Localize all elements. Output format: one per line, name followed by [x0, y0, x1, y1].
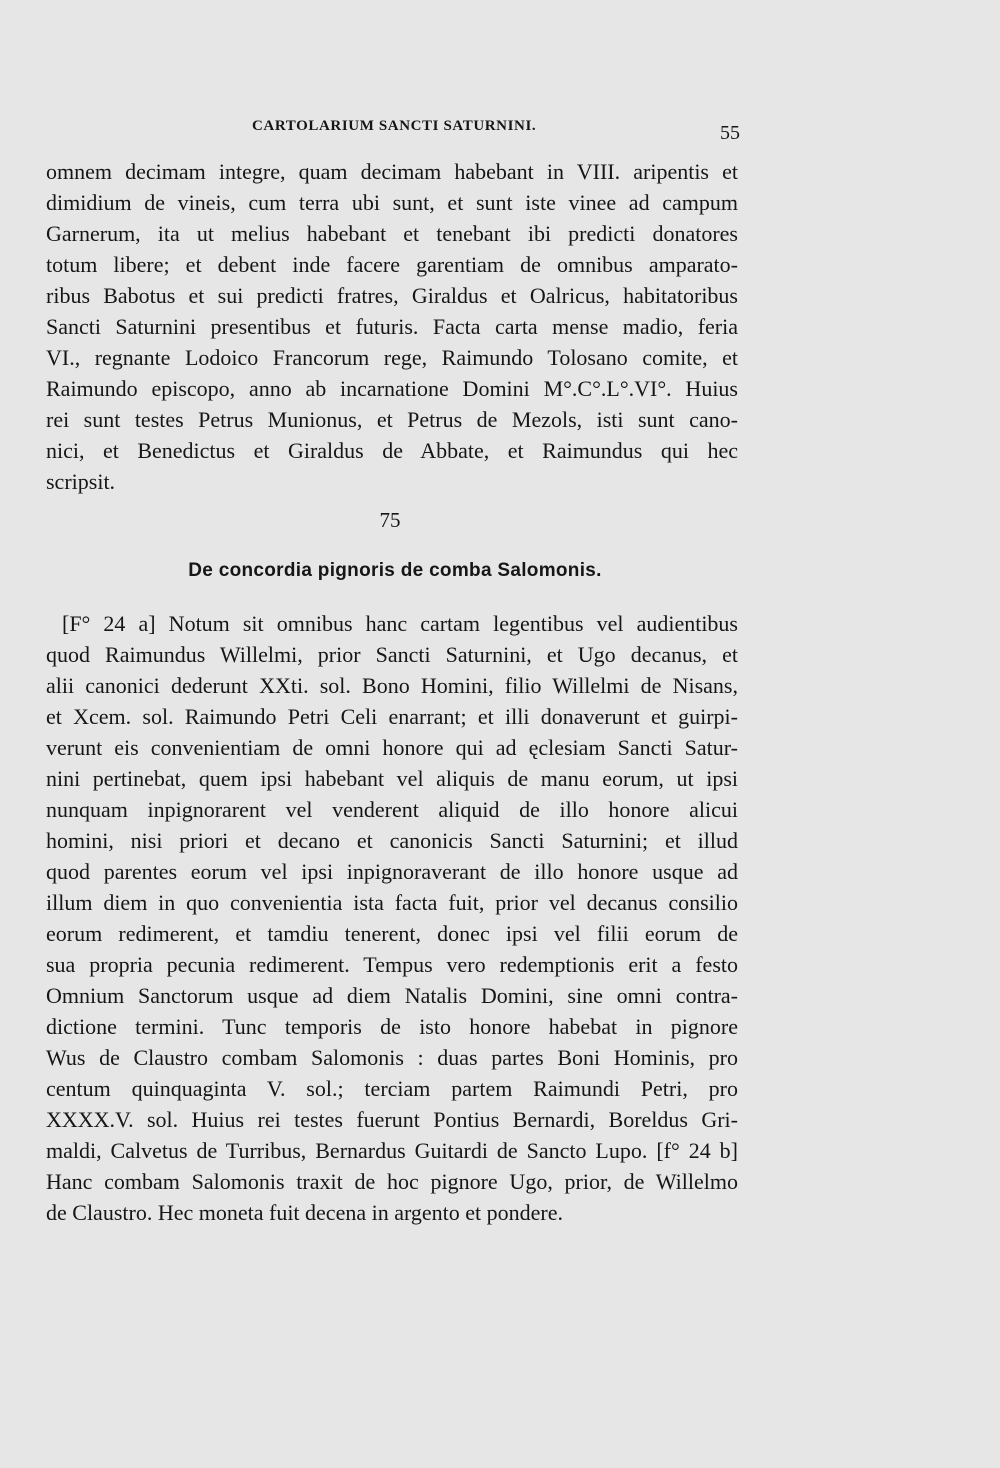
text-line: de Claustro. Hec moneta fuit decena in argento et pondere. — [46, 1200, 564, 1225]
text-line: illum diem in quo convenientia ista facta fuit, prior vel decanus consilio — [46, 890, 738, 915]
text-line: nini pertinebat, quem ipsi habebant vel aliquis de manu eorum, ut ipsi — [46, 766, 738, 791]
text-line: VI., regnante Lodoico Francorum rege, Raimundo Tolosano comite, et — [46, 345, 738, 370]
text-line: verunt eis convenientiam de omni honore qui ad ęclesiam Sancti Satur- — [46, 735, 738, 760]
text-line: ribus Babotus et sui predicti fratres, Giraldus et Oalricus, habitatoribus — [46, 283, 738, 308]
text-line: et Xcem. sol. Raimundo Petri Celi enarrant; et illi donaverunt et guirpi- — [46, 704, 738, 729]
charter-number: 75 — [379, 508, 401, 532]
text-line: nunquam inpignorarent vel venderent aliquid de illo honore alicui — [46, 797, 738, 822]
text-line: omnem decimam integre, quam decimam habebant in VIII. aripentis et — [46, 159, 738, 184]
text-line: quod parentes eorum vel ipsi inpignoraverant de illo honore usque ad — [46, 859, 738, 884]
text-line: Omnium Sanctorum usque ad diem Natalis Domini, sine omni contra- — [46, 983, 738, 1008]
text-line: maldi, Calvetus de Turribus, Bernardus Guitardi de Sancto Lupo. [f° 24 b] — [46, 1138, 738, 1163]
text-line: rei sunt testes Petrus Munionus, et Petrus de Mezols, isti sunt cano- — [46, 407, 738, 432]
text-line: Sancti Saturnini presentibus et futuris. Facta carta mense madio, feria — [46, 314, 738, 339]
text-line: XXXX.V. sol. Huius rei testes fuerunt Pontius Bernardi, Boreldus Gri- — [46, 1107, 738, 1132]
text-line: Wus de Claustro combam Salomonis : duas partes Boni Hominis, pro — [46, 1045, 738, 1070]
page-header — [46, 118, 738, 148]
text-line: Hanc combam Salomonis traxit de hoc pignore Ugo, prior, de Willelmo — [46, 1169, 738, 1194]
text-line: [F° 24 a] Notum sit omnibus hanc cartam legentibus vel audientibus — [62, 611, 738, 636]
text-line: centum quinquaginta V. sol.; terciam partem Raimundi Petri, pro — [46, 1076, 738, 1101]
text-line: dictione termini. Tunc temporis de isto honore habebat in pignore — [46, 1014, 738, 1039]
text-line: homini, nisi priori et decano et canonicis Sancti Saturnini; et illud — [46, 828, 738, 853]
text-line: dimidium de vineis, cum terra ubi sunt, et sunt iste vinee ad campum — [46, 190, 738, 215]
text-line: sua propria pecunia redimerent. Tempus vero redemptionis erit a festo — [46, 952, 738, 977]
text-line: totum libere; et debent inde facere garentiam de omnibus amparato- — [46, 252, 738, 277]
charter-title: De concordia pignoris de comba Salomonis. — [188, 560, 602, 581]
text-line: Garnerum, ita ut melius habebant et tenebant ibi predicti donatores — [46, 221, 738, 246]
text-line: quod Raimundus Willelmi, prior Sancti Saturnini, et Ugo decanus, et — [46, 642, 738, 667]
text-line: nici, et Benedictus et Giraldus de Abbate, et Raimundus qui hec — [46, 438, 738, 463]
page-number: 55 — [720, 122, 740, 144]
text-line: scripsit. — [46, 469, 116, 494]
text-line: alii canonici dederunt XXti. sol. Bono Homini, filio Willelmi de Nisans, — [46, 673, 738, 698]
running-title: CARTOLARIUM SANCTI SATURNINI. — [252, 118, 537, 134]
text-line: Raimundo episcopo, anno ab incarnatione Domini M°.C°.L°.VI°. Huius — [46, 376, 738, 401]
text-line: eorum redimerent, et tamdiu tenerent, donec ipsi vel filii eorum de — [46, 921, 738, 946]
